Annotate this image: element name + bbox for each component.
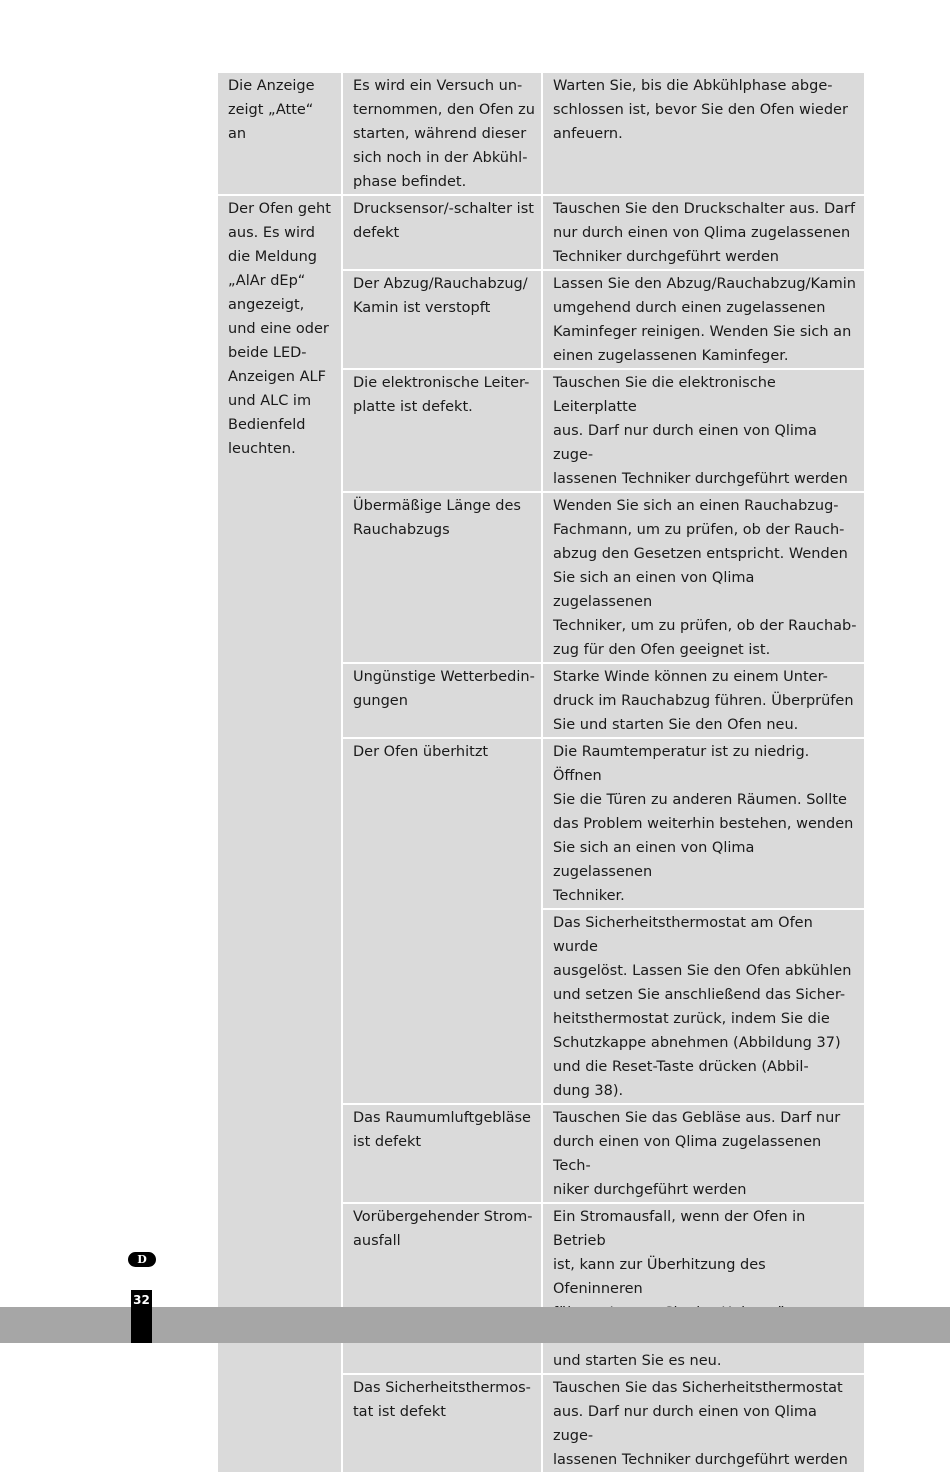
remedy-cell: Warten Sie, bis die Abkühlphase abge- schlossen ist, bevor Sie den Ofen wieder anfeuern. xyxy=(543,73,864,196)
remedy-cell: Tauschen Sie das Sicherheitsthermostat aus. Darf nur durch einen von Qlima zuge- lassenen Techniker durchgeführt werden xyxy=(543,1375,864,1472)
cause-cell: Es wird ein Versuch un- ternommen, den Ofen zu starten, während dieser sich noch in der Abkühl- phase befindet. xyxy=(343,73,541,196)
remedy-cell: Ein Stromausfall, wenn der Ofen in Betrieb ist, kann zur Überhitzung des Ofeninneren und starten Sie es neu. xyxy=(543,1204,864,1375)
cause-cell: Vorübergehender Strom- ausfall xyxy=(343,1204,541,1375)
cause-cell: Das Sicherheitsthermos- tat ist defekt xyxy=(343,1375,541,1472)
remedy-cell: Tauschen Sie das Gebläse aus. Darf nur durch einen von Qlima zugelassenen Tech- niker durchgeführt werden xyxy=(543,1105,864,1204)
remedy-cell: Lassen Sie den Abzug/Rauchabzug/Kamin umgehend durch einen zugelassenen Kaminfeger reinigen. Wenden Sie sich an einen zugelassenen Kaminfeger. xyxy=(543,271,864,370)
remedy-cell: Die Raumtemperatur ist zu niedrig. Öffnen Sie die Türen zu anderen Räumen. Sollte das Problem weiterhin bestehen, wenden Sie sich an einen von Qlima zugelassenen Techniker. xyxy=(543,739,864,910)
remedy-cell: Wenden Sie sich an einen Rauchabzug- Fachmann, um zu prüfen, ob der Rauch- abzug den Gesetzen entspricht. Wenden Sie sich an einen von Qlima zugelassenen Techniker, um zu prüfen, ob der Rauchab- zug für den Ofen geeignet ist. xyxy=(543,493,864,664)
troubleshooting-table xyxy=(218,73,864,1472)
remedy-cell: Tauschen Sie den Druckschalter aus. Darf nur durch einen von Qlima zugelassenen Techniker durchgeführt werden xyxy=(543,196,864,271)
symptom-cell: Die Anzeige zeigt „Atte“ an xyxy=(218,73,341,196)
cause-cell: Ungünstige Wetterbedin- gungen xyxy=(343,664,541,739)
cause-cell: Der Ofen überhitzt xyxy=(343,739,541,1105)
symptom-cell: Der Ofen geht aus. Es wird die Meldung „AlAr dEp“ angezeigt, und eine oder beide LED- Anzeigen ALF und ALC im Bedienfeld leuchten. xyxy=(218,196,341,1472)
cause-cell: Das Raumumluftgebläse ist defekt xyxy=(343,1105,541,1204)
language-badge: D xyxy=(128,1252,156,1267)
remedy-cell: Das Sicherheitsthermostat am Ofen wurde ausgelöst. Lassen Sie den Ofen abkühlen und setzen Sie anschließend das Sicher- heitsthermostat zurück, indem Sie die Schutzkappe abnehmen (Abbildung 37) und die Reset-Taste drücken (Abbil- dung 38). xyxy=(543,910,864,1105)
remedy-cell: Starke Winde können zu einem Unter- druck im Rauchabzug führen. Überprüfen Sie und starten Sie den Ofen neu. xyxy=(543,664,864,739)
cause-cell: Die elektronische Leiter- platte ist defekt. xyxy=(343,370,541,493)
page-number: 32 xyxy=(133,1293,150,1307)
remedy-cell: Tauschen Sie die elektronische Leiterplatte aus. Darf nur durch einen von Qlima zuge- lassenen Techniker durchgeführt werden xyxy=(543,370,864,493)
cause-cell: Übermäßige Länge des Rauchabzugs xyxy=(343,493,541,664)
page-number-tab xyxy=(131,1290,152,1343)
cause-cell: Der Abzug/Rauchabzug/ Kamin ist verstopft xyxy=(343,271,541,370)
cause-cell: Drucksensor/-schalter ist defekt xyxy=(343,196,541,271)
